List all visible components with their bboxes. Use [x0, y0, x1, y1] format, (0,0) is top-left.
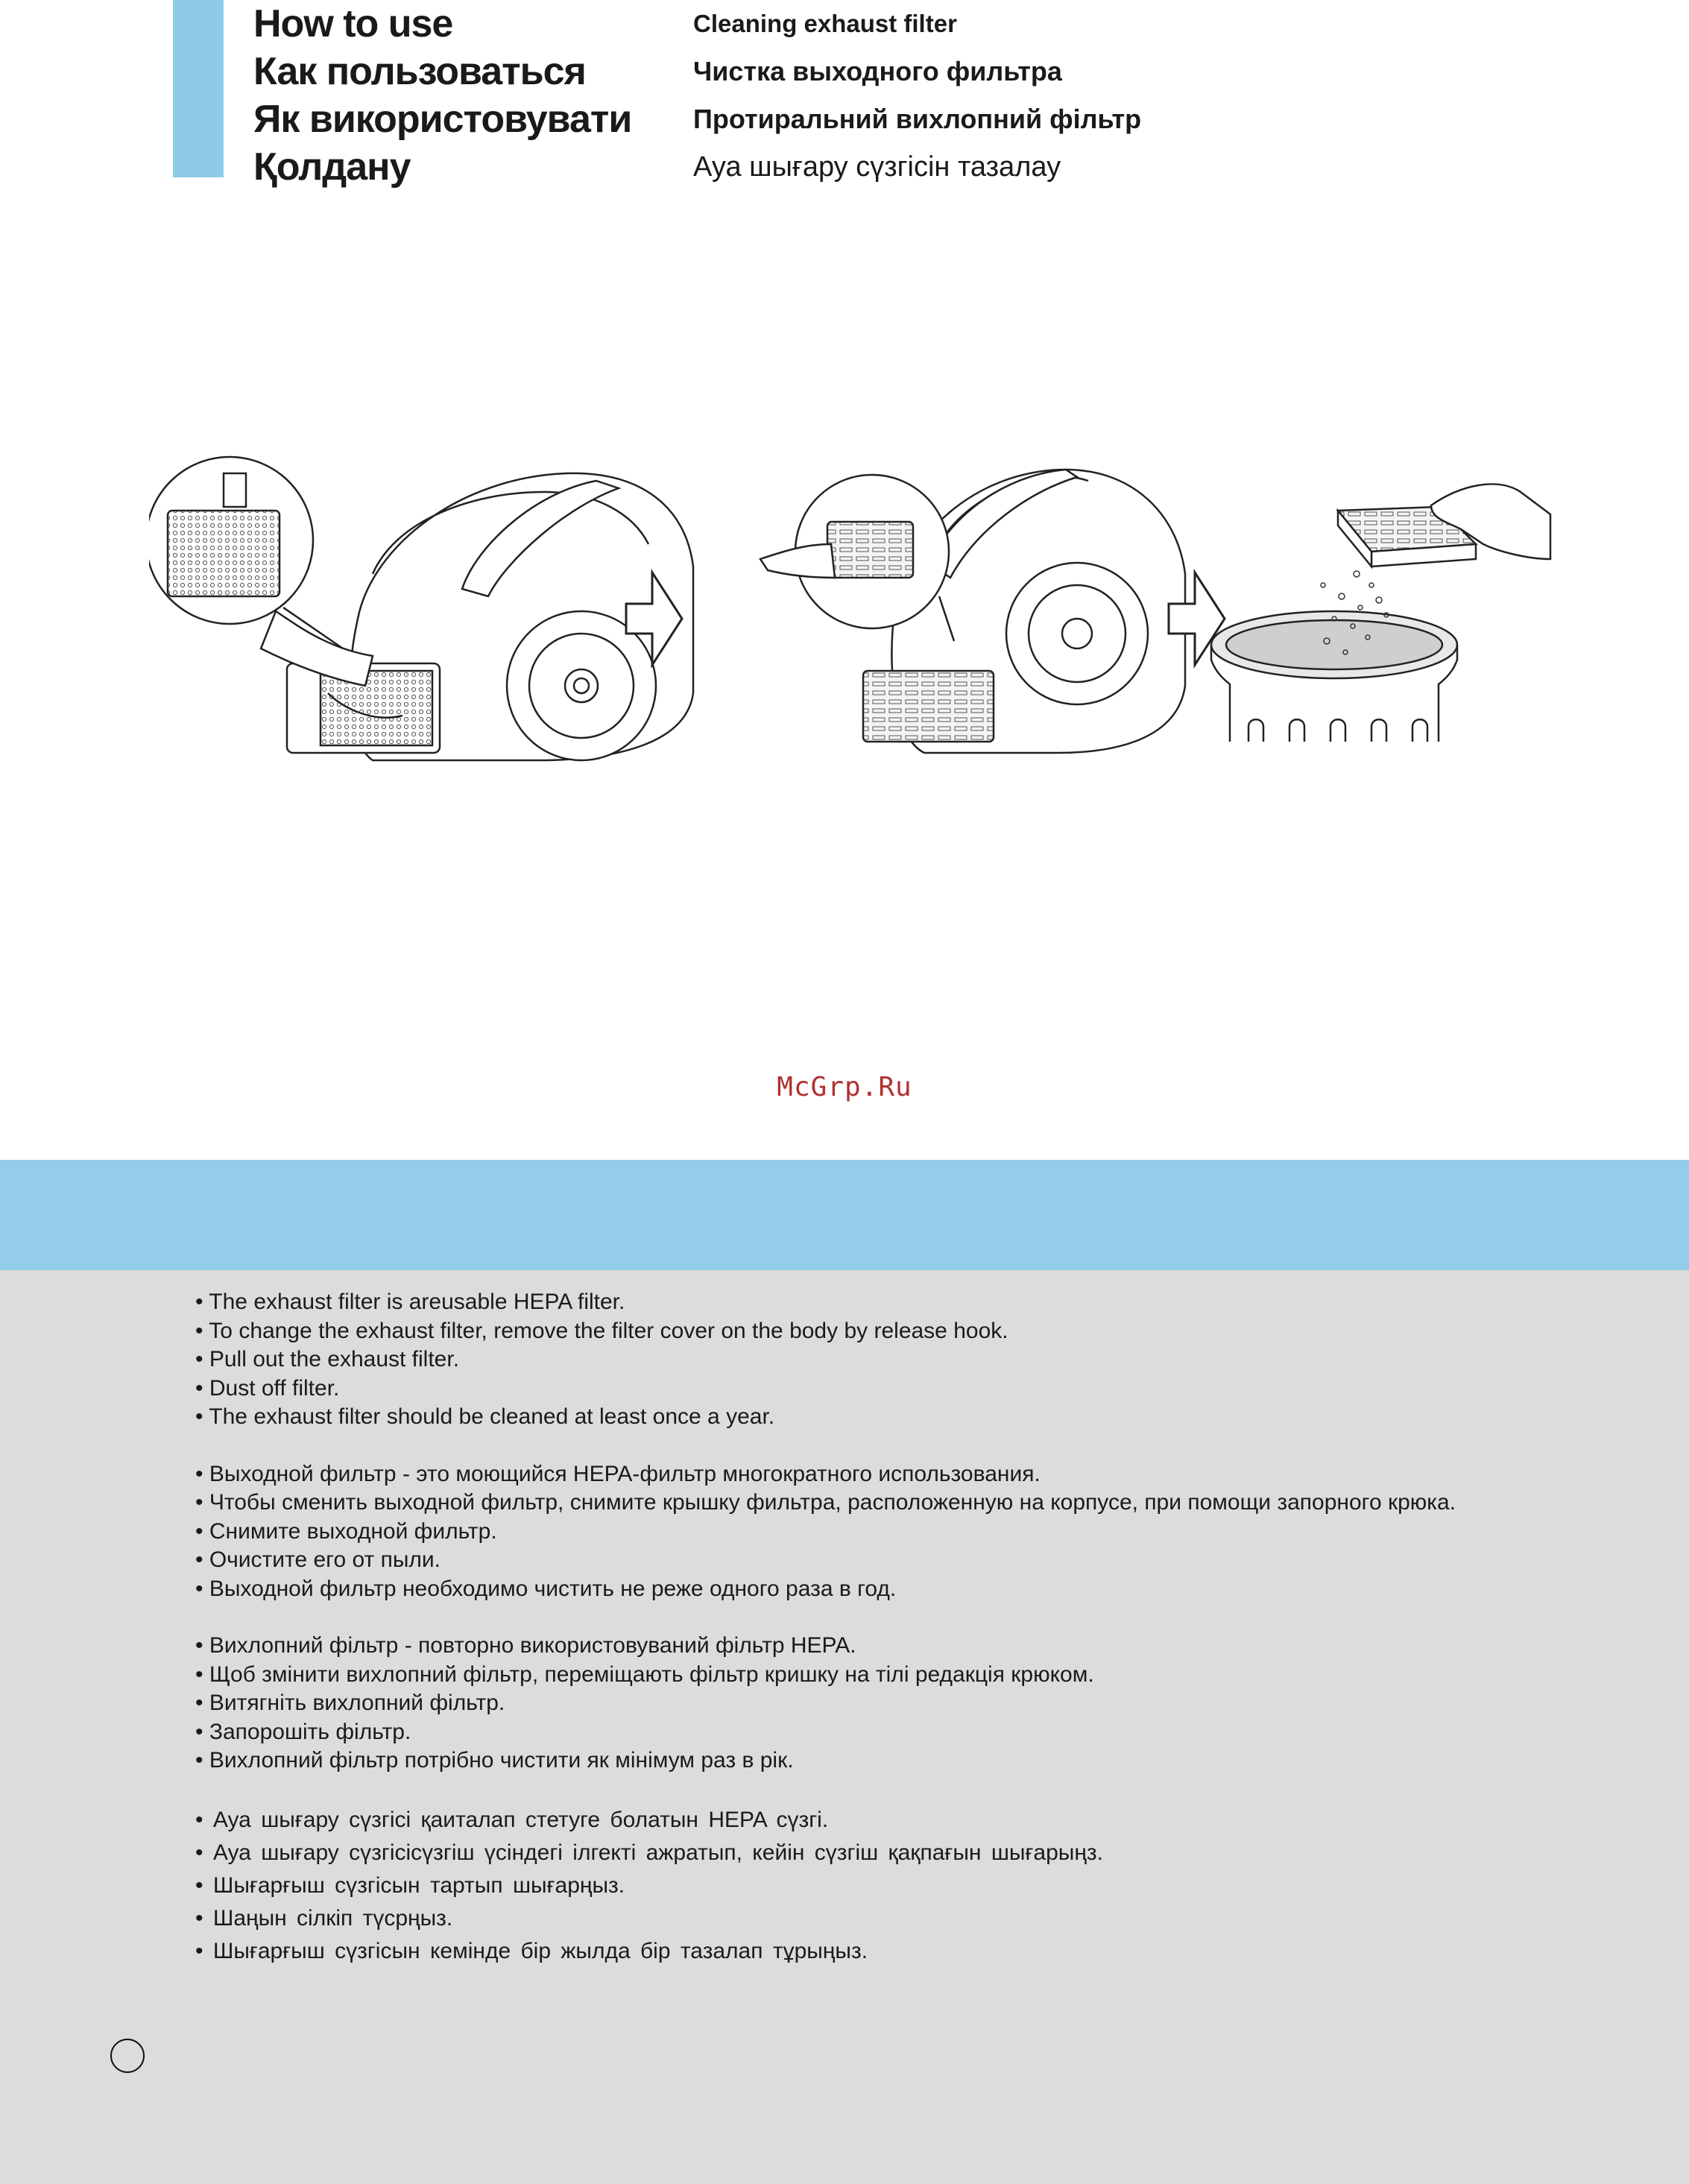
instruction-item: • The exhaust filter is areusable HEPA filter. — [195, 1290, 625, 1314]
instruction-item: • Pull out the exhaust filter. — [195, 1347, 460, 1372]
subtitle-kz: Ауа шығару сүзгісін тазалау — [693, 151, 1061, 183]
instruction-item: • Ауа шығару сүзгісісүзгіш үсіндегі ілгекті ажратып, кейін сүзгіш қақпағын шығарыңз. — [195, 1840, 1103, 1865]
subtitle-uk: Протиральний вихлопний фільтр — [693, 104, 1142, 134]
watermark: McGrp.Ru — [777, 1072, 912, 1102]
title-block — [253, 0, 631, 191]
step3-trash-bin-illustration — [1211, 611, 1457, 742]
instruction-item: • Снимите выходной фильтр. — [195, 1518, 497, 1544]
instruction-item: • Выходной фильтр - это моющийся HEPA-фильтр многократного использования. — [195, 1461, 1041, 1486]
subtitle-ru: Чистка выходного фильтра — [693, 56, 1062, 86]
instruction-item: • Dust off filter. — [195, 1375, 340, 1401]
instruction-item: • Шығарғыш сүзгісын тартып шығарңыз. — [195, 1872, 625, 1898]
subtitle-en: Cleaning exhaust filter — [693, 10, 957, 37]
instruction-item: • Щоб змінити вихлопний фільтр, переміщають фільтр кришку на тілі редакція крюком. — [195, 1661, 1094, 1687]
accent-bar — [173, 0, 224, 177]
instruction-notes — [195, 1288, 1656, 1996]
instruction-item: • Вихлопний фільтр потрібно чистити як мінімум раз в рік. — [195, 1748, 794, 1773]
instructions-en — [195, 1288, 1656, 1432]
instruction-item: • The exhaust filter should be cleaned at least once a year. — [195, 1404, 775, 1429]
title-uk: Як використовувати — [253, 98, 632, 141]
title-en: How to use — [253, 2, 453, 45]
instructions-kz — [195, 1804, 1656, 1968]
instruction-item: • Шаңын сілкіп түсрңыз. — [195, 1905, 453, 1931]
instruction-item: • To change the exhaust filter, remove the filter cover on the body by release hook. — [195, 1318, 1008, 1343]
instruction-figure — [149, 447, 1565, 775]
instruction-item: • Шығарғыш сүзгісын кемінде бір жылда бір тазалап тұрыңыз. — [195, 1938, 868, 1963]
subtitle-block — [693, 0, 1141, 191]
instruction-item: • Витягніть вихлопний фільтр. — [195, 1691, 505, 1715]
instructions-ru — [195, 1460, 1656, 1604]
instruction-item: • Запорошіть фільтр. — [195, 1719, 411, 1744]
instruction-item: • Ауа шығару сүзгісі қаиталап стетуге болатын HEPA сүзгі. — [195, 1807, 829, 1832]
instruction-item: • Вихлопний фільтр - повторно використовуваний фільтр HEPA. — [195, 1633, 856, 1658]
step2-vacuum-illustration — [760, 470, 1185, 753]
step1-vacuum-illustration — [149, 457, 693, 760]
page-number-circle — [110, 2039, 145, 2073]
blue-band — [0, 1160, 1689, 1270]
title-ru: Как пользоваться — [253, 50, 586, 93]
title-kz: Қолдану — [253, 145, 411, 189]
instruction-item: • Очистите его от пыли. — [195, 1547, 441, 1572]
instruction-item: • Выходной фильтр необходимо чистить не реже одного раза в год. — [195, 1576, 897, 1601]
instructions-uk — [195, 1632, 1656, 1776]
instruction-item: • Чтобы сменить выходной фильтр, снимите крышку фильтра, расположенную на корпусе, при помощи запорного крюка. — [195, 1490, 1456, 1515]
